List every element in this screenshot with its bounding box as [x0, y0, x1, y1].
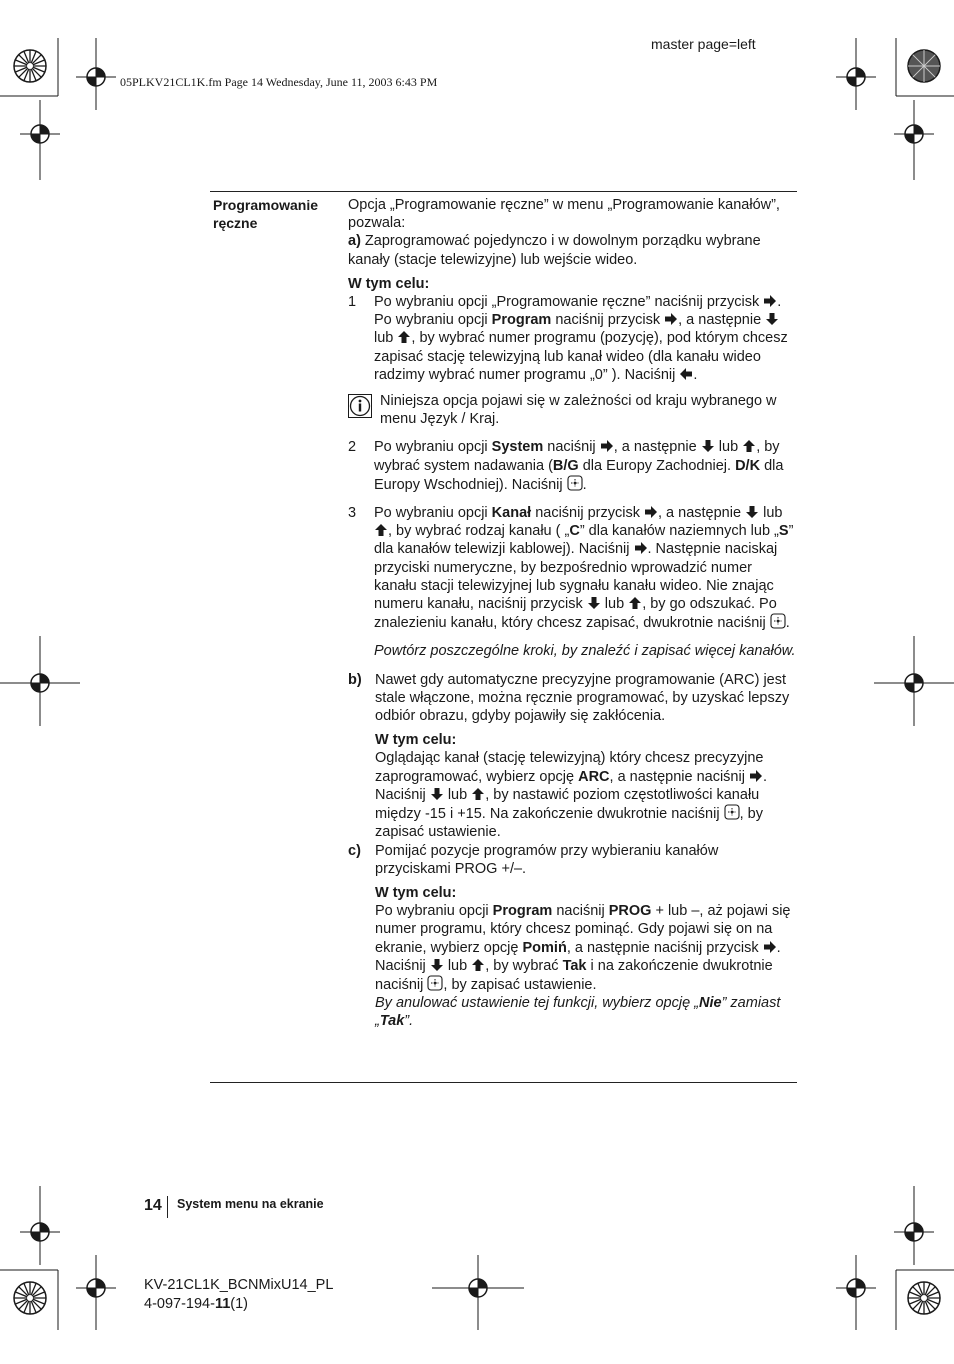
arrow-right-icon — [644, 505, 658, 519]
repeat-note: Powtórz poszczególne kroki, by znaleźć i zapisać więcej kanałów. — [374, 643, 796, 660]
ok-button-icon — [724, 804, 740, 820]
ok-button-icon — [770, 613, 786, 629]
section-content — [348, 196, 798, 1031]
arrow-up-icon — [471, 787, 485, 801]
part-number: 4-097-194-11(1) — [144, 1296, 249, 1312]
arrow-right-icon — [634, 541, 648, 555]
arrow-down-icon — [587, 596, 601, 610]
doc-code — [144, 1276, 333, 1314]
master-page-label: master page=left — [651, 36, 756, 52]
step-3: 3 Po wybraniu opcji Kanał naciśnij przycisk , a następnie lub , by wybrać rodzaj kanału ( „C” dla kanałów naziemnych lub „S” dla kanałów telewizji kablowej). Naciśnij . Następnie naciskaj przyciski numeryczne, by bezpośrednio wprowadzić numer kanału stacji telewizyjnej lub sygnału kanału wideo. Nie znając numeru kanału, naciśnij przycisk lub , by go odszukać. Po znalezieniu kanału, który chcesz zapisać, dwukrotnie naciśnij . Powtórz poszczególne kroki, by znaleźć i zapisać więcej kanałów. — [348, 504, 798, 661]
section-label: Programowanie ręczne — [213, 197, 319, 231]
info-note: Niniejsza opcja pojawi się w zależności od kraju wybranego w menu Język / Kraj. — [348, 392, 798, 428]
footer-divider — [167, 1196, 168, 1218]
arrow-right-icon — [664, 312, 678, 326]
top-rule — [210, 191, 797, 192]
arrow-up-icon — [742, 439, 756, 453]
cancel-note: By anulować ustawienie tej funkcji, wybierz opcję „Nie” zamiast „Tak”. — [375, 995, 781, 1030]
arrow-right-icon — [749, 769, 763, 783]
arrow-up-icon — [374, 523, 388, 537]
arrow-left-icon — [679, 367, 693, 381]
arrow-down-icon — [701, 439, 715, 453]
arrow-right-icon — [763, 294, 777, 308]
arrow-down-icon — [430, 958, 444, 972]
arrow-down-icon — [745, 505, 759, 519]
arrow-down-icon — [430, 787, 444, 801]
arrow-up-icon — [397, 330, 411, 344]
footer-section: System menu na ekranie — [177, 1197, 324, 1211]
section-c: c) Pomijać pozycje programów przy wybieraniu kanałów przyciskami PROG +/–. W tym celu: Po wybraniu opcji Program naciśnij PROG + lub –, aż pojawi się numer programu, który chcesz pominąć. Gdy pojawi się on na ekranie, wybierz opcję Pomiń, a następnie naciśnij przycisk . Naciśnij lub , by wybrać Tak i na zakończenie dwukrotnie naciśnij , by zapisać ustawienie. By anulować ustawienie tej funkcji, wybierz opcję „Nie” zamiast „Tak”. — [348, 842, 798, 1031]
arrow-up-icon — [628, 596, 642, 610]
intro-line: Opcja „Programowanie ręczne” w menu „Programowanie kanałów”, pozwala: — [348, 197, 780, 232]
arrow-up-icon — [471, 958, 485, 972]
ok-button-icon — [427, 975, 443, 991]
section-b: b) Nawet gdy automatyczne precyzyjne programowanie (ARC) jest stale włączone, można ręcznie programować, by uzyskać lepszy odbiór obrazu, gdyby pojawiły się zakłócenia. W tym celu: Oglądając kanał (stację telewizyjną) który chcesz precyzyjne zaprogramować, wybierz opcję ARC, a następnie naciśnij . Naciśnij lub , by nastawić poziom częstotliwości kanału między -15 i +15. Na zakończenie dwukrotnie naciśnij , by zapisać ustawienie. — [348, 671, 790, 841]
file-header: 05PLKV21CL1K.fm Page 14 Wednesday, June 11, 2003 6:43 PM — [120, 75, 438, 89]
bottom-rule — [210, 1082, 797, 1083]
w-tym-celu-heading: W tym celu: — [348, 275, 430, 292]
step-2: 2 Po wybraniu opcji System naciśnij , a następnie lub , by wybrać system nadawania (B/G dla Europy Zachodniej. D/K dla Europy Wschodniej). Naciśnij . — [348, 439, 784, 493]
step-1: 1 Po wybraniu opcji „Programowanie ręczne” naciśnij przycisk . Po wybraniu opcji Program naciśnij przycisk , a następnie lub , by wybrać numer programu (pozycję), pod którym chcesz zapisać stację telewizyjną lub kanał wideo (dla kanału wideo radzimy wybrać numer programu „0” ). Naciśnij . — [348, 294, 788, 383]
model-code: KV-21CL1K_BCNMixU14_PL — [144, 1277, 334, 1293]
page-number: 14 — [144, 1197, 162, 1214]
arrow-right-icon — [763, 940, 777, 954]
arrow-right-icon — [600, 439, 614, 453]
intro-a: a) Zaprogramować pojedynczo i w dowolnym porządku wybrane kanały (stacje telewizyjne) lub wejście wideo. — [348, 233, 761, 268]
ok-button-icon — [567, 475, 583, 491]
info-icon — [348, 394, 372, 418]
arrow-down-icon — [765, 312, 779, 326]
